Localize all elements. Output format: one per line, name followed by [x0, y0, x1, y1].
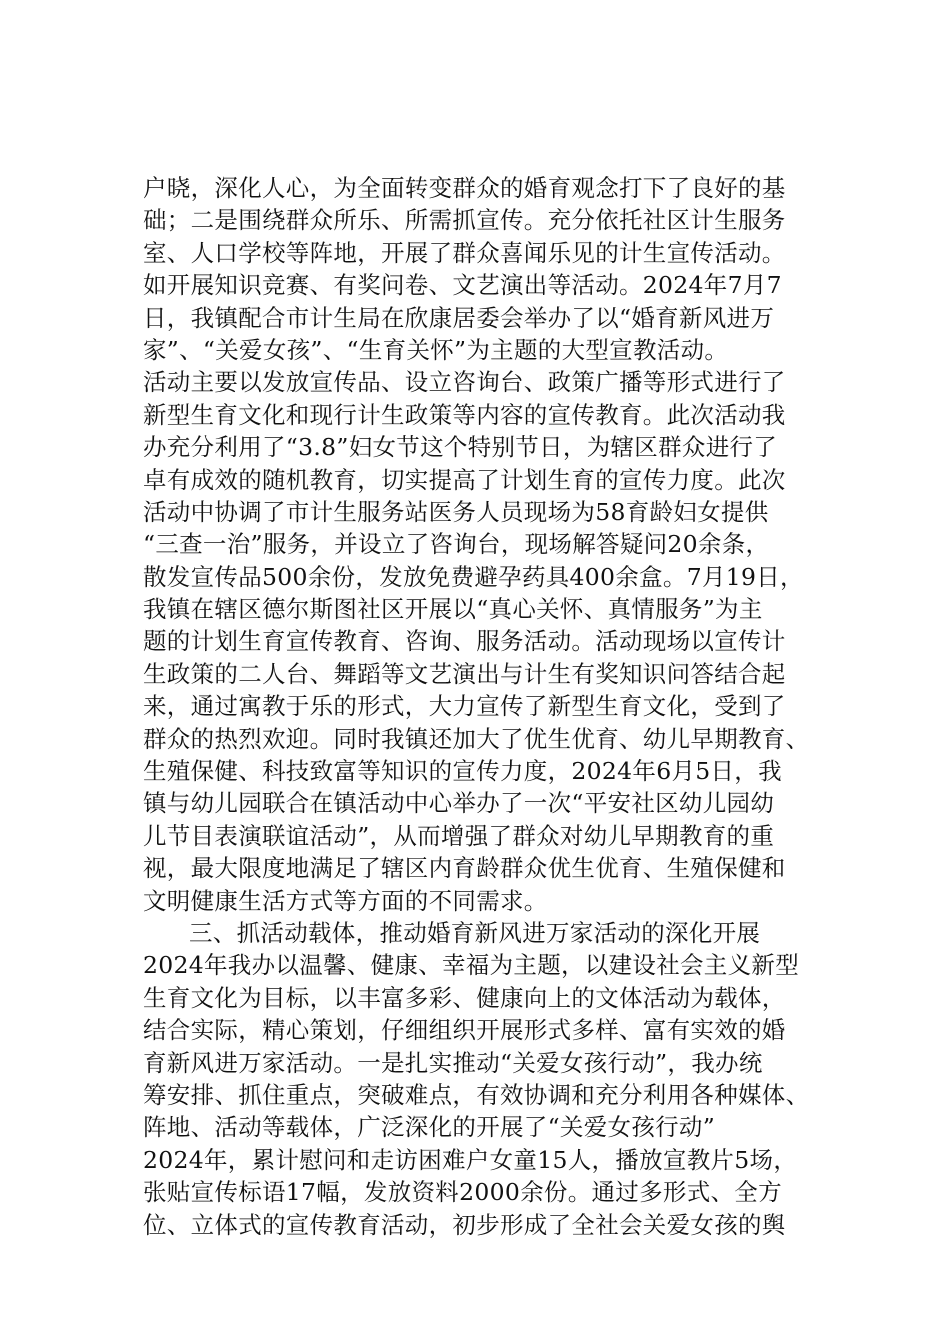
text-line: 础；二是围绕群众所乐、所需抓宣传。充分依托社区计生服务 — [143, 206, 786, 235]
text-line: 视，最大限度地满足了辖区内育龄群众优生优育、生殖保健和 — [143, 854, 786, 883]
text-line: 生育文化为目标，以丰富多彩、健康向上的文体活动为载体， — [143, 983, 786, 1012]
text-line: 筹安排、抓住重点，突破难点，有效协调和充分利用各种媒体、 — [143, 1080, 810, 1109]
text-line: 阵地、活动等载体，广泛深化的开展了“关爱女孩行动” — [143, 1113, 716, 1142]
text-line: “三查一治”服务，并设立了咨询台，现场解答疑问20余条， — [143, 530, 770, 559]
text-line: 户晓，深化人心，为全面转变群众的婚育观念打下了良好的基 — [143, 174, 786, 202]
text-line: 2024年，累计慰问和走访困难户女童15人，播放宣教片5场， — [143, 1145, 798, 1174]
text-line: 文明健康生活方式等方面的不同需求。 — [143, 886, 548, 915]
text-line: 办充分利用了“3.8”妇女节这个特别节日，为辖区群众进行了 — [143, 433, 778, 462]
text-line: 生殖保健、科技致富等知识的宣传力度，2024年6月5日，我 — [143, 757, 782, 786]
text-line: 卓有成效的随机教育，切实提高了计划生育的宣传力度。此次 — [143, 465, 786, 494]
text-line: 生政策的二人台、舞蹈等文艺演出与计生有奖知识问答结合起 — [143, 659, 786, 688]
text-line: 我镇在辖区德尔斯图社区开展以“真心关怀、真情服务”为主 — [143, 595, 763, 624]
text-line: 新型生育文化和现行计生政策等内容的宣传教育。此次活动我 — [143, 400, 786, 429]
text-line: 活动中协调了市计生服务站医务人员现场为58育龄妇女提供 — [143, 497, 769, 526]
text-line: 散发宣传品500余份，发放免费避孕药具400余盒。7月19日， — [143, 562, 804, 591]
text-line: 如开展知识竞赛、有奖问卷、文艺演出等活动。2024年7月7 — [143, 271, 782, 300]
text-line: 张贴宣传标语17幅，发放资料2000余份。通过多形式、全方 — [143, 1178, 782, 1207]
body-text — [143, 172, 833, 1241]
text-line: 日，我镇配合市计生局在欣康居委会举办了以“婚育新风进万 — [143, 303, 775, 332]
text-line: 儿节目表演联谊活动”，从而增强了群众对幼儿早期教育的重 — [143, 821, 775, 850]
text-line: 镇与幼儿园联合在镇活动中心举办了一次“平安社区幼儿园幼 — [143, 789, 775, 818]
text-line: 题的计划生育宣传教育、咨询、服务活动。活动现场以宣传计 — [143, 627, 786, 656]
text-line: 群众的热烈欢迎。同时我镇还加大了优生优育、幼儿早期教育、 — [143, 724, 810, 753]
text-line: 育新风进万家活动。一是扎实推动“关爱女孩行动”，我办统 — [143, 1048, 763, 1077]
text-line: 来，通过寓教于乐的形式，大力宣传了新型生育文化，受到了 — [143, 692, 786, 721]
text-line: 活动主要以发放宣传品、设立咨询台、政策广播等形式进行了 — [143, 368, 786, 397]
text-line: 2024年我办以温馨、健康、幸福为主题，以建设社会主义新型 — [143, 951, 800, 980]
text-line: 位、立体式的宣传教育活动，初步形成了全社会关爱女孩的舆 — [143, 1210, 786, 1239]
text-line: 室、人口学校等阵地，开展了群众喜闻乐见的计生宣传活动。 — [143, 238, 786, 267]
text-line: 结合实际，精心策划，仔细组织开展形式多样、富有实效的婚 — [143, 1016, 786, 1045]
text-line: 家”、“关爱女孩”、“生育关怀”为主题的大型宣教活动。 — [143, 335, 729, 364]
section-heading: 三、抓活动载体，推动婚育新风进万家活动的深化开展 — [189, 918, 761, 947]
